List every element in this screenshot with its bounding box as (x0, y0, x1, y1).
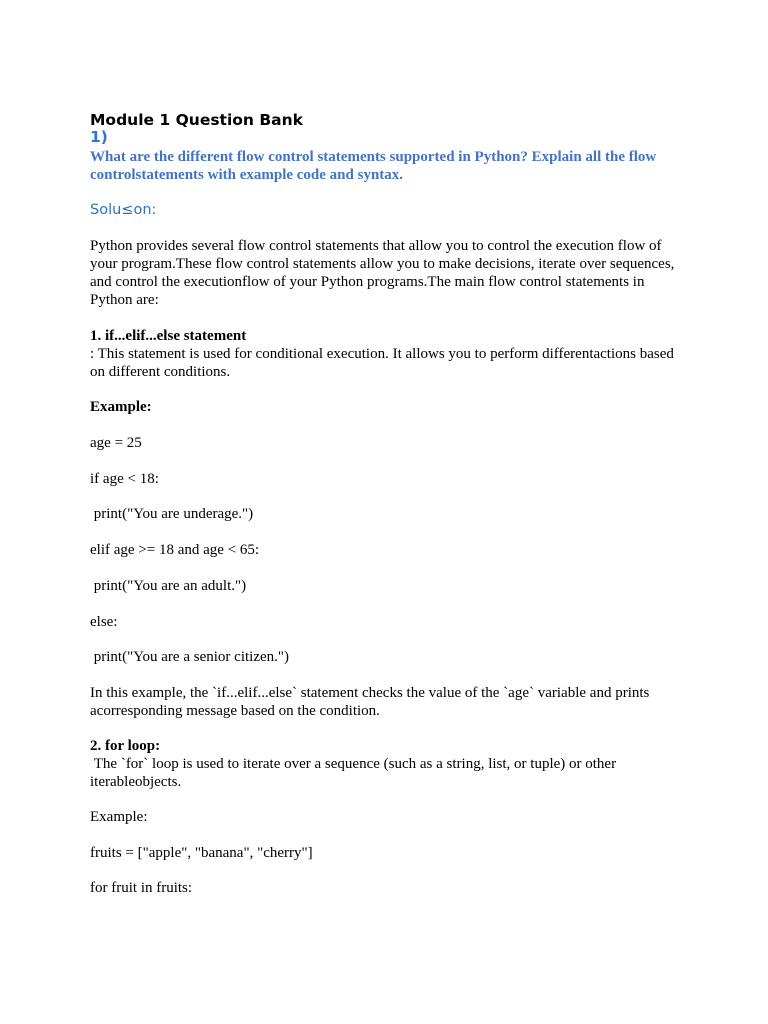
code-line: age = 25 (90, 435, 142, 451)
section-1-example-label: Example: (90, 399, 152, 415)
code-line: elif age >= 18 and age < 65: (90, 542, 260, 558)
solution-label: Solu≤on: (90, 202, 157, 218)
intro-paragraph: Python provides several flow control statements that allow you to control the execution flow of your program.These flow control statements allow you to make decisions, iterate over sequences, and control the executionflow of your Python programs.The main flow control statements in Python are: (90, 238, 675, 308)
code-line: if age < 18: (90, 471, 159, 487)
section-1-explanation: In this example, the `if...elif...else` statement checks the value of the `age` variable and prints acorresponding message based on the condition. (90, 685, 650, 719)
section-2-description: The `for` loop is used to iterate over a sequence (such as a string, list, or tuple) or other iterableobjects. (90, 756, 620, 790)
question-text: What are the different flow control statements supported in Python? Explain all the flow controlstatements with example code and syntax. (90, 149, 657, 183)
code-line: print("You are a senior citizen.") (90, 649, 289, 665)
code-line: print("You are an adult.") (90, 578, 247, 594)
question-number: 1) (90, 128, 108, 146)
code-line: print("You are underage.") (90, 506, 254, 522)
section-1-description: : This statement is used for conditional execution. It allows you to perform differentactions based on different conditions. (90, 346, 674, 380)
section-2-example-label: Example: (90, 809, 148, 825)
section-2-heading: 2. for loop: (90, 738, 161, 754)
code-line: else: (90, 614, 118, 630)
code-line: for fruit in fruits: (90, 880, 193, 896)
code-line: fruits = ["apple", "banana", "cherry"] (90, 845, 313, 861)
document-title: Module 1 Question Bank (90, 111, 303, 129)
section-1-heading: 1. if...elif...else statement (90, 328, 247, 344)
